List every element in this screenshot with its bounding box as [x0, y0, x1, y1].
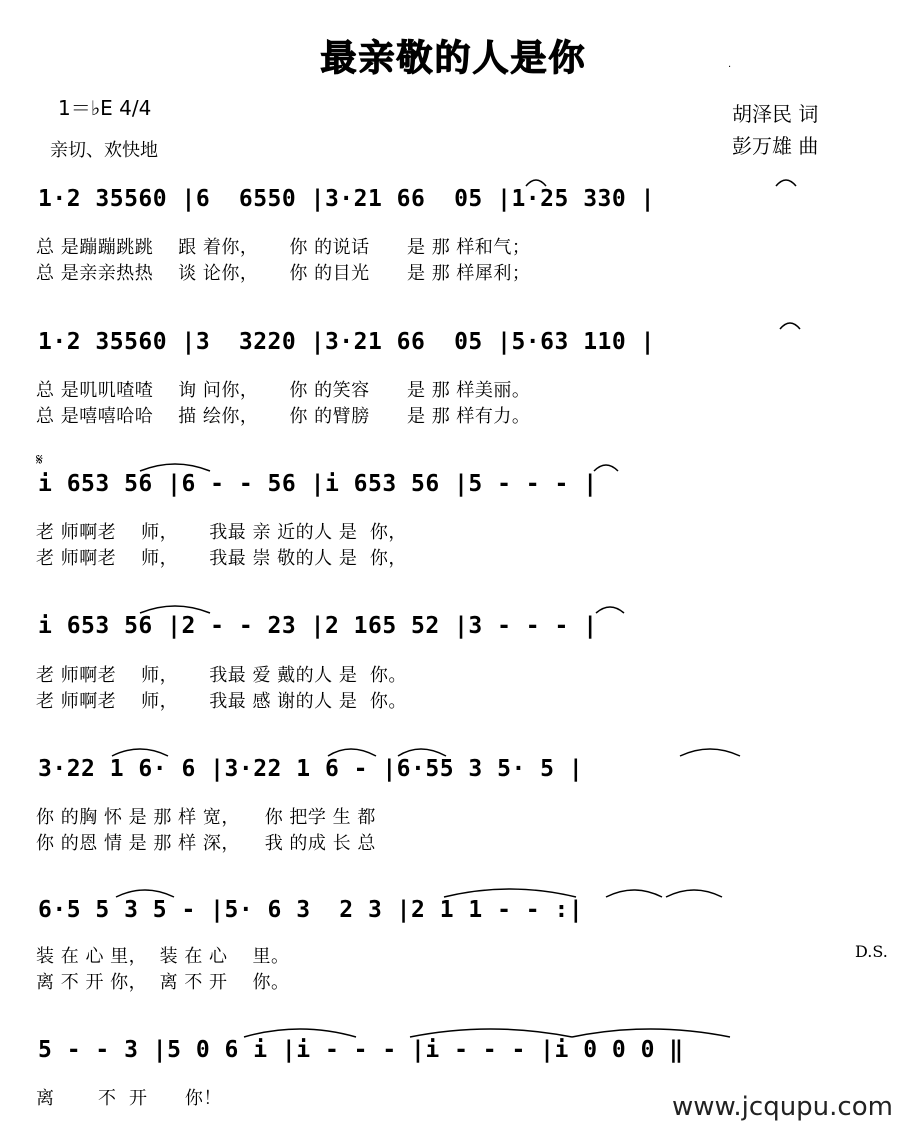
slur — [776, 180, 796, 186]
music-line-1-lyric-2: 总 是亲亲热热 谈 论你， 你 的目光 是 那 样犀利； — [36, 263, 531, 284]
slur — [596, 607, 624, 613]
music-line-1-notes: 1·2 35560 |6 6550 |3·21 66 05 |1·25 330 | — [38, 186, 655, 212]
music-line-3-lyric-1: 老 师啊老 师， 我最 亲 近的人 是 你， — [36, 522, 407, 543]
composer-credit: 彭万雄 曲 — [732, 134, 819, 158]
music-line-2-lyric-2: 总 是嘻嘻哈哈 描 绘你， 你 的臂膀 是 那 样有力。 — [36, 406, 531, 427]
music-line-4-notes: i 653 56 |2 - - 23 |2 165 52 |3 - - - | — [38, 613, 598, 639]
music-line-5-lyric-1: 你 的胸 怀 是 那 样 宽， 你 把学 生 都 — [36, 807, 376, 828]
music-line-4-lyric-1: 老 师啊老 师， 我最 爱 戴的人 是 你。 — [36, 665, 407, 686]
music-line-4-lyric-2: 老 师啊老 师， 我最 感 谢的人 是 你。 — [36, 691, 407, 712]
music-line-6-lyric-2: 离 不 开 你， 离 不 开 你。 — [36, 972, 290, 993]
song-title: 最亲敬的人是你 — [320, 38, 587, 79]
lyricist-credit: 胡泽民 词 — [732, 102, 819, 126]
slur — [594, 465, 618, 471]
slur — [680, 749, 740, 756]
slur — [780, 323, 800, 329]
slur — [140, 606, 210, 613]
slur — [328, 749, 376, 756]
slur — [398, 749, 446, 756]
music-line-1-lyric-1: 总 是蹦蹦跳跳 跟 着你， 你 的说话 是 那 样和气； — [36, 237, 531, 258]
music-line-3-lyric-2: 老 师啊老 师， 我最 崇 敬的人 是 你， — [36, 548, 407, 569]
key-signature: 1＝♭E 4/4 — [58, 96, 152, 120]
ds-mark: D.S. — [855, 942, 888, 961]
music-line-6-lyric-1: 装 在 心 里， 装 在 心 里。 — [36, 946, 290, 967]
music-line-5-lyric-2: 你 的恩 情 是 那 样 深， 我 的成 长 总 — [36, 833, 376, 854]
slur — [666, 890, 722, 897]
music-line-7-notes: 5 - - 3 |5 0 6 i |i - - - |i - - - |i 0 0 0 ‖ — [38, 1037, 684, 1063]
slur — [116, 890, 174, 897]
tempo-marking: 亲切、欢快地 — [50, 140, 158, 161]
music-line-6-notes: 6·5 5 3 5 - |5· 6 3 2 3 |2 1 1 - - :| — [38, 897, 584, 923]
slur — [444, 889, 576, 897]
music-line-2-lyric-1: 总 是叽叽喳喳 询 问你， 你 的笑容 是 那 样美丽。 — [36, 380, 531, 401]
music-line-3-notes: i 653 56 |6 - - 56 |i 653 56 |5 - - - | — [38, 471, 598, 497]
decoration-dot: · — [728, 62, 732, 73]
slur — [112, 749, 168, 756]
music-line-5-notes: 3·22 1 6· 6 |3·22 1 6 - |6·55 3 5· 5 | — [38, 756, 584, 782]
music-line-2-notes: 1·2 35560 |3 3220 |3·21 66 05 |5·63 110 | — [38, 329, 655, 355]
site-watermark: www.jcqupu.com — [672, 1092, 893, 1122]
music-line-7-lyric-1: 离 不 开 你！ — [36, 1088, 222, 1109]
segno-mark: 𝄋 — [36, 450, 43, 469]
slur — [606, 890, 662, 897]
slur — [526, 180, 546, 186]
slur — [572, 1029, 730, 1037]
slur — [140, 464, 210, 471]
slur — [244, 1029, 356, 1037]
slur — [410, 1029, 572, 1037]
